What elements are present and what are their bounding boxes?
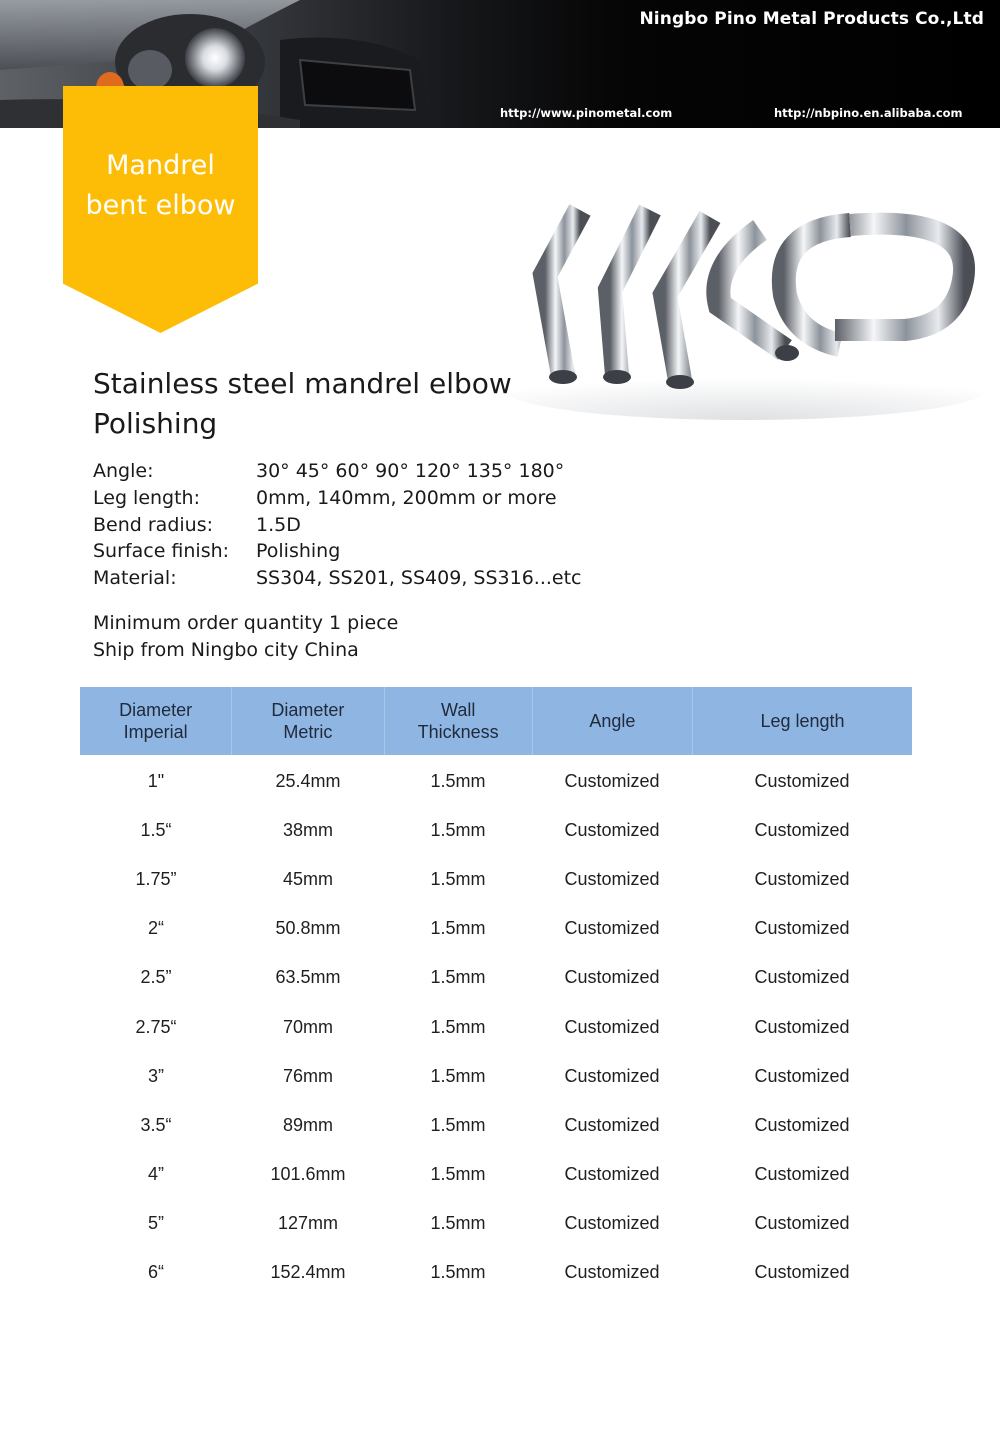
header-line: Metric [283,722,333,742]
header-angle [532,687,692,755]
website-url[interactable]: http://www.pinometal.com [500,106,673,120]
spec-label: Surface finish: [93,540,230,563]
cell-angle: Customized [564,918,660,939]
header-diameter-imperial [80,687,231,755]
cell-angle: Customized [564,820,660,841]
shipping-note: Ship from Ningbo city China [93,639,359,661]
size-table [80,687,912,1297]
spec-row-leg-length [93,485,582,512]
cell-diameter-imperial: 6“ [147,1261,164,1282]
table-row [80,1101,912,1150]
cell-diameter-metric: 70mm [282,1016,333,1037]
table-row [80,1150,912,1199]
cell-diameter-metric: 50.8mm [275,918,341,939]
cell-diameter-imperial: 1.5“ [140,820,172,841]
category-title [63,146,258,226]
table-row [80,806,912,855]
cell-diameter-imperial: 2“ [147,918,164,939]
table-body [80,757,912,1297]
cell-leg-length: Customized [754,1114,850,1135]
cell-angle: Customized [564,1016,660,1037]
table-row [80,1002,912,1051]
headline-line2: Polishing [93,407,218,440]
spec-value: 0mm, 140mm, 200mm or more [256,486,557,509]
cell-diameter-metric: 89mm [282,1114,333,1135]
spec-row-material [93,565,582,592]
cell-diameter-metric: 152.4mm [270,1261,346,1282]
cell-diameter-imperial: 3.5“ [140,1114,172,1135]
cell-leg-length: Customized [754,1065,850,1086]
company-name: Ningbo Pino Metal Products Co.,Ltd [639,9,984,29]
table-row [80,1248,912,1297]
cell-diameter-imperial: 1.75” [135,869,177,890]
cell-leg-length: Customized [754,1212,850,1233]
cell-leg-length: Customized [754,1261,850,1282]
category-title-line2: bent elbow [85,190,236,221]
table-row [80,1199,912,1248]
table-row [80,953,912,1002]
table-row [80,904,912,953]
spec-list [93,458,582,592]
header-line: Thickness [417,722,499,742]
cell-leg-length: Customized [754,820,850,841]
cell-diameter-imperial: 4” [147,1163,164,1184]
cell-diameter-imperial: 5” [147,1212,164,1233]
spec-value: 30° 45° 60° 90° 120° 135° 180° [256,460,565,482]
header-line: Imperial [123,722,188,742]
cell-diameter-imperial: 1" [147,771,165,792]
cell-wall-thickness: 1.5mm [430,967,486,988]
cell-diameter-metric: 127mm [277,1212,339,1233]
header-line: Wall [441,700,476,720]
category-title-line1: Mandrel [106,150,215,181]
header-line: Diameter [119,700,193,720]
cell-leg-length: Customized [754,967,850,988]
spec-row-surface-finish [93,538,582,565]
cell-angle: Customized [564,1163,660,1184]
spec-label: Leg length: [93,486,201,509]
cell-wall-thickness: 1.5mm [430,1114,486,1135]
cell-diameter-metric: 63.5mm [275,967,341,988]
product-headline [93,364,512,444]
cell-wall-thickness: 1.5mm [430,1065,486,1086]
cell-wall-thickness: 1.5mm [430,771,486,792]
header-line: Leg length [760,711,845,731]
header-line: Diameter [271,700,345,720]
header-leg-length [692,687,912,755]
header-line: Angle [589,711,636,731]
order-notes [93,610,398,664]
table-row [80,855,912,904]
spec-row-bend-radius [93,512,582,539]
elbow-pipes-image [505,195,985,420]
spec-value: 1.5D [256,513,301,536]
cell-leg-length: Customized [754,918,850,939]
table-header [80,687,912,755]
cell-wall-thickness: 1.5mm [430,918,486,939]
cell-wall-thickness: 1.5mm [430,1212,486,1233]
spec-label: Bend radius: [93,513,214,536]
cell-angle: Customized [564,1212,660,1233]
cell-diameter-metric: 45mm [282,869,333,890]
spec-label: Angle: [93,460,154,482]
cell-angle: Customized [564,1065,660,1086]
table-row [80,1052,912,1101]
cell-diameter-metric: 101.6mm [270,1163,346,1184]
cell-leg-length: Customized [754,869,850,890]
cell-angle: Customized [564,869,660,890]
moq-note: Minimum order quantity 1 piece [93,612,399,634]
spec-value: Polishing [256,540,341,563]
headline-line1: Stainless steel mandrel elbow [93,367,512,400]
cell-diameter-metric: 38mm [282,820,333,841]
alibaba-url[interactable]: http://nbpino.en.alibaba.com [774,106,963,120]
cell-diameter-imperial: 2.75“ [135,1016,177,1037]
cell-wall-thickness: 1.5mm [430,869,486,890]
cell-diameter-imperial: 3” [147,1065,164,1086]
header-diameter-metric [231,687,383,755]
cell-wall-thickness: 1.5mm [430,1261,486,1282]
cell-wall-thickness: 1.5mm [430,820,486,841]
cell-angle: Customized [564,771,660,792]
cell-diameter-metric: 76mm [282,1065,333,1086]
spec-row-angle [93,458,582,485]
cell-angle: Customized [564,1261,660,1282]
cell-angle: Customized [564,967,660,988]
cell-wall-thickness: 1.5mm [430,1163,486,1184]
cell-angle: Customized [564,1114,660,1135]
cell-leg-length: Customized [754,1163,850,1184]
cell-diameter-metric: 25.4mm [275,771,341,792]
cell-leg-length: Customized [754,771,850,792]
table-row [80,757,912,806]
header-wall-thickness [384,687,532,755]
spec-value: SS304, SS201, SS409, SS316...etc [256,567,582,590]
cell-leg-length: Customized [754,1016,850,1037]
cell-wall-thickness: 1.5mm [430,1016,486,1037]
cell-diameter-imperial: 2.5” [140,967,172,988]
spec-label: Material: [93,567,177,590]
